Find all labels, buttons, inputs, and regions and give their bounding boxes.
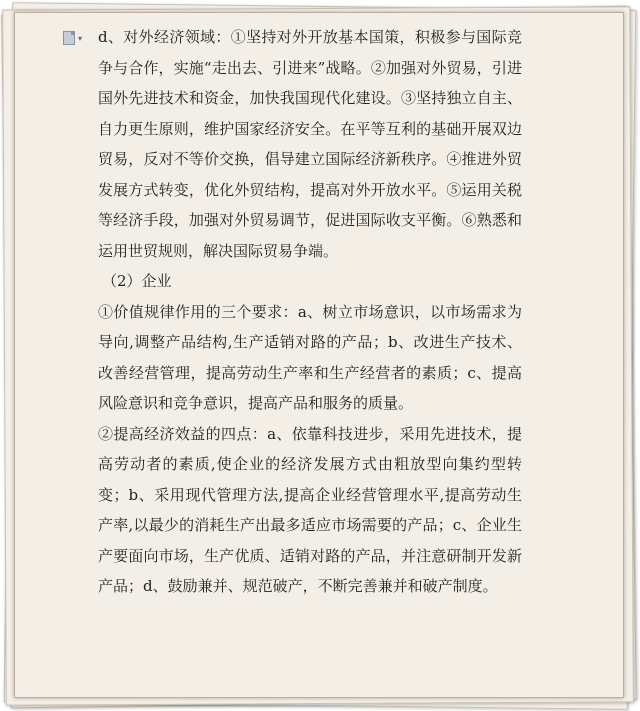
- document-body: [98, 22, 522, 602]
- paragraph-economic-efficiency: ②提高经济效益的四点：a、依靠科技进步，采用先进技术，提高劳动者的素质,使企业的经济发展方式由粗放型向集约型转变；b、采用现代管理方法,提高企业经营管理水平,提高劳动生产率,以最少的消耗生产出最多适应市场需要的产品；c、企业生产要面向市场，生产优质、适销对路的产品，并注意研制开发新产品；d、鼓励兼并、规范破产，不断完善兼并和破产制度。: [98, 424, 522, 595]
- chevron-down-icon: ▾: [78, 33, 83, 43]
- paragraph-foreign-economy: d、对外经济领域：①坚持对外开放基本国策，积极参与国际竞争与合作，实施“走出去、引进来”战略。②加强对外贸易，引进国外先进技术和资金，加快我国现代化建设。③坚持独立自主、自力更生原则，维护国家经济安全。在平等互利的基础开展双边贸易，反对不等价交换，倡导建立国际经济新秩序。④推进外贸发展方式转变，优化外贸结构，提高对外开放水平。⑤运用关税等经济手段，加强对外贸易调节，促进国际收支平衡。⑥熟悉和运用世贸规则，解决国际贸易争端。: [98, 28, 522, 260]
- paragraph-options[interactable]: [63, 31, 82, 45]
- document-icon: [63, 31, 75, 45]
- paragraph-value-law: ①价值规律作用的三个要求：a、树立市场意识，以市场需求为导向,调整产品结构,生产适销对路的产品；b、改进生产技术、改善经营管理，提高劳动生产率和生产经营者的素质；c、提高风险意识和竞争意识，提高产品和服务的质量。: [98, 302, 522, 412]
- section-heading-enterprise: （2）企业: [102, 272, 172, 290]
